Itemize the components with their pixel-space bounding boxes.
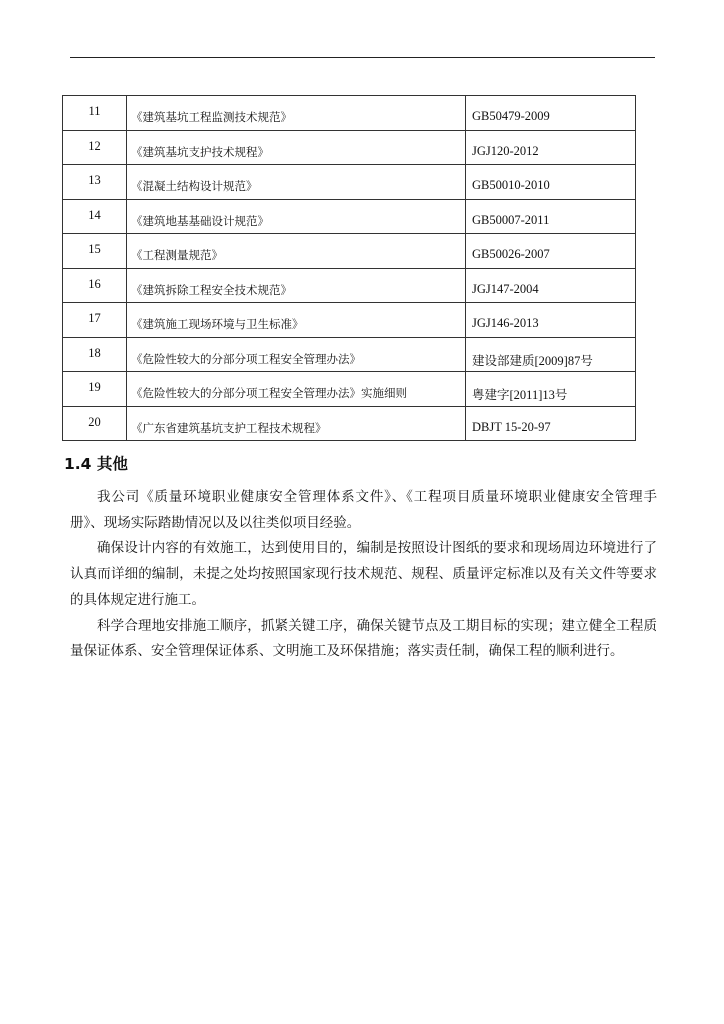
table-row	[63, 337, 636, 372]
row-number: 19	[88, 380, 101, 394]
standard-name: 《工程测量规范》	[131, 248, 223, 262]
row-number: 15	[88, 242, 101, 256]
row-number-cell	[63, 268, 127, 303]
paragraph: 确保设计内容的有效施工，达到使用目的，编制是按照设计图纸的要求和现场周边环境进行了认真而详细的编制，未提之处均按照国家现行技术规范、规程、质量评定标准以及有关文件等要求的具体规定进行施工。	[70, 540, 657, 608]
standard-code: JGJ146-2013	[472, 316, 539, 330]
standard-code-cell	[466, 199, 636, 234]
standard-name-cell	[127, 234, 466, 269]
row-number-cell	[63, 303, 127, 338]
row-number-cell	[63, 337, 127, 372]
standard-code: JGJ120-2012	[472, 143, 539, 158]
standard-name: 《建筑施工现场环境与卫生标准》	[131, 317, 304, 331]
table-row	[63, 372, 636, 407]
standard-code-cell	[466, 303, 636, 338]
standard-code-cell	[466, 372, 636, 407]
row-number-cell	[63, 96, 127, 131]
table-row	[63, 199, 636, 234]
standard-code-cell	[466, 130, 636, 165]
table-row	[63, 268, 636, 303]
row-number: 16	[88, 276, 101, 291]
row-number-cell	[63, 234, 127, 269]
table-row	[63, 96, 636, 131]
row-number: 11	[88, 104, 101, 118]
table-row	[63, 130, 636, 165]
standard-code-cell	[466, 268, 636, 303]
standard-code: 粤建字[2011]13号	[472, 388, 568, 402]
standard-code: JGJ147-2004	[472, 281, 539, 296]
row-number: 12	[88, 138, 101, 153]
table-row	[63, 303, 636, 338]
standard-code: GB50010-2010	[472, 178, 550, 192]
standard-name-cell	[127, 268, 466, 303]
standard-code-cell	[466, 406, 636, 441]
standard-code: GB50479-2009	[472, 109, 550, 123]
row-number-cell	[63, 130, 127, 165]
paragraph: 我公司《质量环境职业健康安全管理体系文件》、《工程项目质量环境职业健康安全管理手册》、现场实际踏勘情况以及以往类似项目经验。	[70, 489, 657, 531]
paragraph: 科学合理地安排施工顺序，抓紧关键工序，确保关键节点及工期目标的实现；建立健全工程质量保证体系、安全管理保证体系、文明施工及环保措施；落实责任制，确保工程的顺利进行。	[70, 617, 657, 660]
row-number-cell	[63, 199, 127, 234]
standard-name-cell	[127, 303, 466, 338]
standard-name-cell	[127, 165, 466, 200]
standard-name: 《建筑地基基础设计规范》	[131, 213, 269, 228]
row-number-cell	[63, 165, 127, 200]
row-number-cell	[63, 372, 127, 407]
standard-code-cell	[466, 165, 636, 200]
standard-code-cell	[466, 96, 636, 131]
standard-name: 《建筑拆除工程安全技术规范》	[131, 282, 292, 297]
row-number: 13	[88, 173, 101, 187]
standard-name: 《危险性较大的分部分项工程安全管理办法》实施细则	[131, 386, 407, 400]
row-number: 20	[88, 414, 101, 429]
standard-code: GB50007-2011	[472, 212, 550, 227]
standard-name-cell	[127, 96, 466, 131]
standard-code-cell	[466, 337, 636, 372]
standard-name: 《危险性较大的分部分项工程安全管理办法》	[131, 351, 361, 366]
standard-name-cell	[127, 372, 466, 407]
standard-code-cell	[466, 234, 636, 269]
standard-name-cell	[127, 199, 466, 234]
section-body	[70, 485, 657, 665]
standard-name-cell	[127, 337, 466, 372]
standard-code: GB50026-2007	[472, 247, 550, 261]
standard-name-cell	[127, 130, 466, 165]
table-row	[63, 165, 636, 200]
standard-name: 《建筑基坑工程监测技术规范》	[131, 110, 292, 124]
standard-code: 建设部建质[2009]87号	[472, 353, 593, 368]
standards-table	[62, 95, 636, 441]
standard-name-cell	[127, 406, 466, 441]
row-number: 14	[88, 207, 101, 222]
row-number-cell	[63, 406, 127, 441]
standard-name: 《广东省建筑基坑支护工程技术规程》	[131, 420, 327, 435]
table-row	[63, 406, 636, 441]
header-rule	[70, 57, 655, 58]
table-row	[63, 234, 636, 269]
section-heading: 1.4 其他	[64, 455, 128, 473]
standard-name: 《混凝土结构设计规范》	[131, 179, 258, 193]
standard-name: 《建筑基坑支护技术规程》	[131, 144, 269, 159]
row-number: 18	[88, 345, 101, 360]
row-number: 17	[88, 311, 101, 325]
standard-code: DBJT 15-20-97	[472, 419, 551, 434]
